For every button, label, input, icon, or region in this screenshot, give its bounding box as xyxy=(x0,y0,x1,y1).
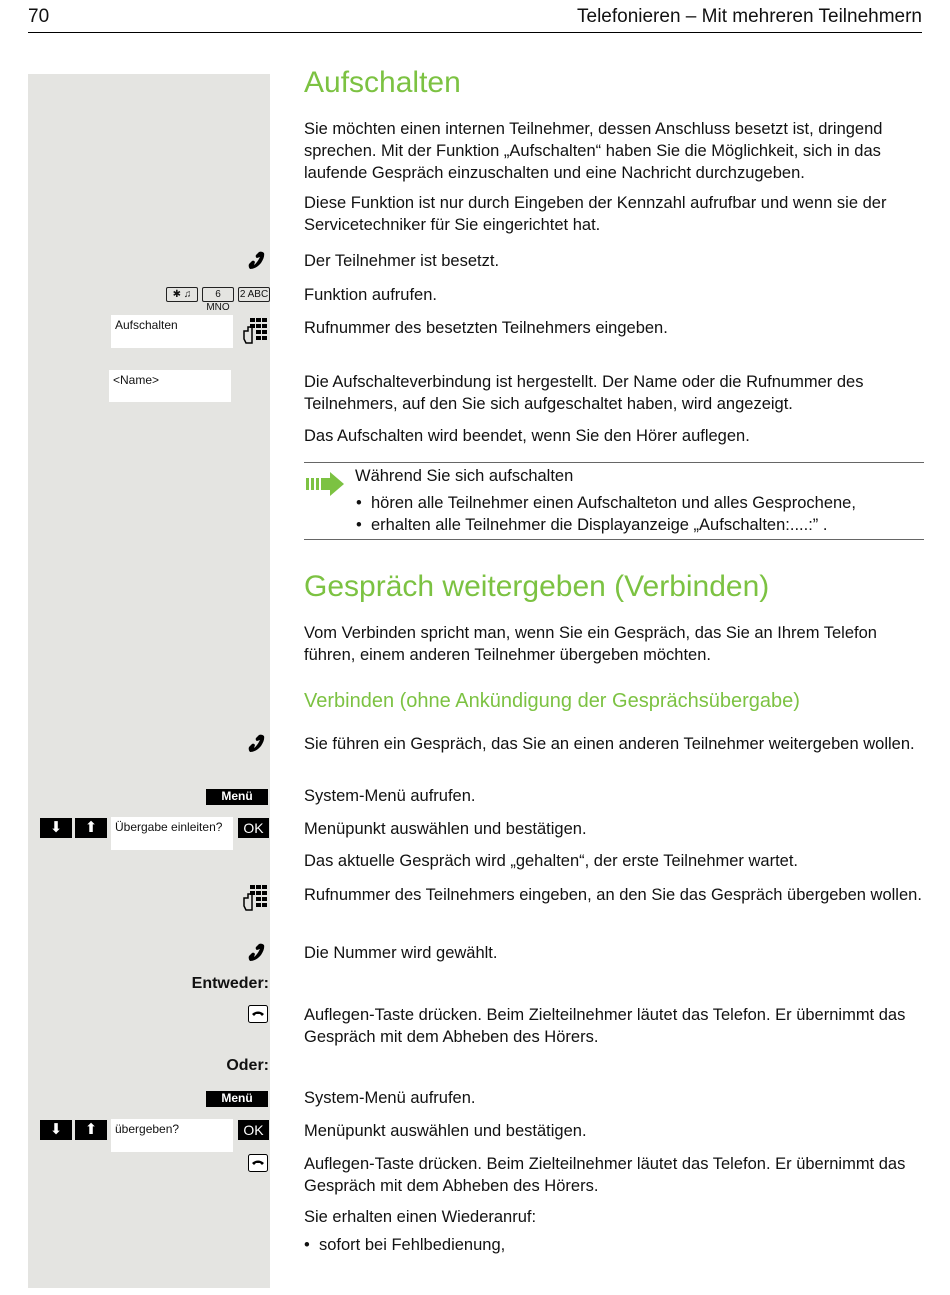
section-heading-aufschalten: Aufschalten xyxy=(304,66,461,99)
bullet-dot: • xyxy=(356,494,362,512)
menu-button[interactable]: Menü xyxy=(206,789,268,805)
or-label: Oder: xyxy=(226,1057,269,1074)
step-text: Die Aufschalteverbindung ist hergestellt. Der Name oder die Rufnummer des Teilnehmers, auf den Sie sich aufgeschaltet haben, wird angezeigt. xyxy=(304,373,864,413)
display-name: <Name> xyxy=(109,370,231,402)
page-number: 70 xyxy=(28,6,50,27)
note-arrow-icon xyxy=(304,471,346,497)
paragraph: Vom Verbinden spricht man, wenn Sie ein Gespräch, das Sie an Ihrem Telefon führen, einem anderen Teilnehmer übergeben möchten. xyxy=(304,624,877,664)
section-heading-verbinden: Gespräch weitergeben (Verbinden) xyxy=(304,570,770,603)
step-text: Der Teilnehmer ist besetzt. xyxy=(304,252,500,270)
handset-icon xyxy=(246,732,268,754)
step-text: Auflegen-Taste drücken. Beim Zielteilnehmer läutet das Telefon. Er übernimmt das Gespräch mit dem Abheben des Hörers. xyxy=(304,1006,906,1046)
bullet-dot: • xyxy=(304,1236,310,1254)
ok-button[interactable]: OK xyxy=(238,1120,269,1140)
step-text: Sie führen ein Gespräch, das Sie an einen anderen Teilnehmer weitergeben wollen. xyxy=(304,735,915,753)
keypad-hand-icon xyxy=(242,884,268,912)
header-rule xyxy=(28,32,922,33)
step-text: Auflegen-Taste drücken. Beim Zielteilnehmer läutet das Telefon. Er übernimmt das Gespräch mit dem Abheben des Hörers. xyxy=(304,1155,906,1195)
step-text: System-Menü aufrufen. xyxy=(304,787,476,805)
handset-icon xyxy=(246,941,268,963)
display-uebergeben: übergeben? xyxy=(111,1119,233,1152)
running-title: Telefonieren – Mit mehreren Teilnehmern xyxy=(577,6,922,27)
hangup-key-icon[interactable] xyxy=(248,1005,268,1023)
step-text: Rufnummer des besetzten Teilnehmers eingeben. xyxy=(304,319,668,337)
handset-icon xyxy=(246,249,268,271)
step-text: System-Menü aufrufen. xyxy=(304,1089,476,1107)
menu-button[interactable]: Menü xyxy=(206,1091,268,1107)
note-rule-bottom xyxy=(304,539,924,540)
step-text: Das aktuelle Gespräch wird „gehalten“, der erste Teilnehmer wartet. xyxy=(304,852,799,870)
subheading: Verbinden (ohne Ankündigung der Gesprächsübergabe) xyxy=(304,690,800,712)
display-aufschalten: Aufschalten xyxy=(111,315,233,348)
arrow-down-key-icon[interactable]: ⬇ xyxy=(40,818,72,838)
arrow-up-key-icon[interactable]: ⬆ xyxy=(75,1120,107,1140)
step-text: Rufnummer des Teilnehmers eingeben, an den Sie das Gespräch übergeben wollen. xyxy=(304,886,922,904)
paragraph: Diese Funktion ist nur durch Eingeben der Kennzahl aufrufbar und wenn sie der Servicetechniker für Sie eingerichtet hat. xyxy=(304,194,887,234)
star-key[interactable]: ✱ ♫ xyxy=(166,287,198,302)
step-text: Sie erhalten einen Wiederanruf: xyxy=(304,1208,537,1226)
either-label: Entweder: xyxy=(191,975,269,992)
paragraph: Sie möchten einen internen Teilnehmer, dessen Anschluss besetzt ist, dringend sprechen. Mit der Funktion „Aufschalten“ haben Sie die Möglichkeit, sich in das laufende Gespräch einzuschalten und eine Nachricht durchzugeben. xyxy=(304,120,883,182)
step-text: Menüpunkt auswählen und bestätigen. xyxy=(304,1122,587,1140)
two-key[interactable]: 2 ABC xyxy=(239,289,269,300)
arrow-up-key-icon[interactable]: ⬆ xyxy=(75,818,107,838)
step-text: Menüpunkt auswählen und bestätigen. xyxy=(304,820,587,838)
arrow-down-key-icon[interactable]: ⬇ xyxy=(40,1120,72,1140)
bullet-dot: • xyxy=(356,516,362,534)
step-text: Das Aufschalten wird beendet, wenn Sie den Hörer auflegen. xyxy=(304,427,750,445)
ok-button[interactable]: OK xyxy=(238,818,269,838)
keypad-hand-icon xyxy=(242,317,268,345)
display-uebergabe: Übergabe einleiten? xyxy=(111,817,233,850)
note-bullet: erhalten alle Teilnehmer die Displayanzeige „Aufschalten:....:” . xyxy=(371,516,828,534)
step-text: Funktion aufrufen. xyxy=(304,286,437,304)
note-bullet: hören alle Teilnehmer einen Aufschalteton und alles Gesprochene, xyxy=(371,494,856,512)
hangup-key-icon[interactable] xyxy=(248,1154,268,1172)
note-title: Während Sie sich aufschalten xyxy=(355,467,574,485)
six-key[interactable]: 6 MNO xyxy=(202,287,234,302)
recall-bullet: sofort bei Fehlbedienung, xyxy=(319,1236,506,1254)
step-text: Die Nummer wird gewählt. xyxy=(304,944,498,962)
note-rule-top xyxy=(304,462,924,463)
